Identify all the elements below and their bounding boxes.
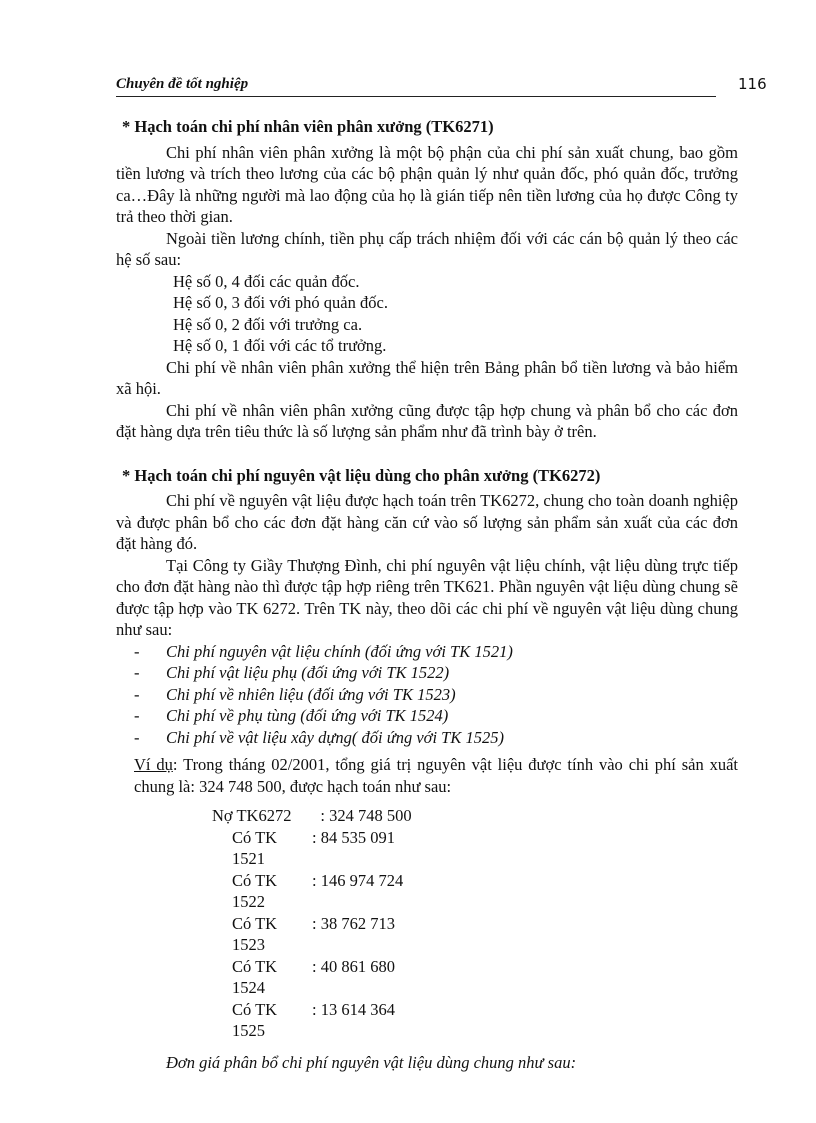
entry-amount: : 324 748 500 [308,806,412,825]
cost-list [116,641,738,749]
paragraph: Chi phí về nguyên vật liệu được hạch toán trên TK6272, chung cho toàn doanh nghiệp và được phân bổ cho các đơn đặt hàng căn cứ vào số lượng sản phẩm sản xuất của các đơn đặt hàng đó. [116,491,738,553]
entry-account: Có TK 1525 [232,999,278,1040]
closing-line: Đơn giá phân bổ chi phí nguyên vật liệu dùng chung như sau: [166,1052,577,1072]
section-heading-2: * Hạch toán chi phí nguyên vật liệu dùng cho phân xưởng (TK6272) [122,465,601,485]
entry-account: Có TK 1523 [232,913,278,954]
example-label: Ví dụ [134,755,173,774]
journal-entry [212,999,738,1042]
list-item: - Chi phí về vật liệu xây dựng( đối ứng với TK 1525) [116,727,738,749]
paragraph: Chi phí về nhân viên phân xưởng cũng được tập hợp chung và phân bổ cho các đơn đặt hàng dựa trên tiêu thức là số lượng sản phẩm như đã trình bày ở trên. [116,400,738,441]
page-number: 116 [738,75,767,93]
example-text: : Trong tháng 02/2001, tổng giá trị nguyên vật liệu được tính vào chi phí sản xuất chung là: 324 748 500, được hạch toán như sau: [134,755,738,796]
entry-amount: : 13 614 364 [312,999,395,1019]
coefficient-line: Hệ số 0, 1 đối với các tổ trưởng. [173,336,387,355]
paragraph: Tại Công ty Giầy Thượng Đình, chi phí nguyên vật liệu chính, vật liệu dùng trực tiếp cho đơn đặt hàng nào thì được tập hợp riêng trên TK621. Phần nguyên vật liệu dùng chung sẽ được tập hợp vào TK 6272. Trên TK này, theo dõi các chi phí về nguyên vật liệu dùng chung như sau: [116,555,738,639]
journal-entries [212,805,738,1042]
list-item: - Chi phí về nhiên liệu (đối ứng với TK 1523) [116,684,738,706]
entry-amount: : 84 535 091 [312,827,395,847]
section-heading-1: * Hạch toán chi phí nhân viên phân xưởng (TK6271) [122,117,494,136]
entry-amount: : 40 861 680 [312,956,395,976]
journal-entry [212,805,738,827]
page-header [116,76,716,97]
list-item: - Chi phí nguyên vật liệu chính (đối ứng với TK 1521) [116,641,738,663]
coefficient-line: Hệ số 0, 4 đối các quản đốc. [173,271,360,291]
journal-entry [212,956,738,999]
paragraph: Chi phí về nhân viên phân xưởng thể hiện trên Bảng phân bổ tiền lương và bảo hiểm xã hội. [116,357,738,398]
list-item: - Chi phí vật liệu phụ (đối ứng với TK 1522) [116,662,738,684]
coefficient-line: Hệ số 0, 3 đối với phó quản đốc. [173,293,388,312]
paragraph: Chi phí nhân viên phân xưởng là một bộ phận của chi phí sản xuất chung, bao gồm tiền lương và trích theo lương của các bộ phận quản lý như quản đốc, phó quản đốc, trưởng ca…Đây là những người mà lao động của họ là gián tiếp nên tiền lương của họ được Công ty trả theo thời gian. [116,142,738,226]
example-paragraph [134,754,738,797]
document-body [116,116,738,1073]
entry-amount: : 146 974 724 [312,870,404,890]
entry-account: Có TK 1524 [232,956,278,997]
header-title: Chuyên đề tốt nghiệp [116,76,249,92]
entry-account: Có TK 1522 [232,870,278,911]
entry-amount: : 38 762 713 [312,913,395,933]
coefficient-line: Hệ số 0, 2 đối với trưởng ca. [173,314,363,334]
journal-entry [212,827,738,870]
entry-account: Nợ TK6272 [212,806,292,825]
paragraph: Ngoài tiền lương chính, tiền phụ cấp trách nhiệm đối với các cán bộ quản lý theo các hệ số sau: [116,228,738,269]
journal-entry [212,870,738,913]
entry-account: Có TK 1521 [232,827,278,868]
list-item: - Chi phí về phụ tùng (đối ứng với TK 1524) [116,705,738,727]
journal-entry [212,913,738,956]
